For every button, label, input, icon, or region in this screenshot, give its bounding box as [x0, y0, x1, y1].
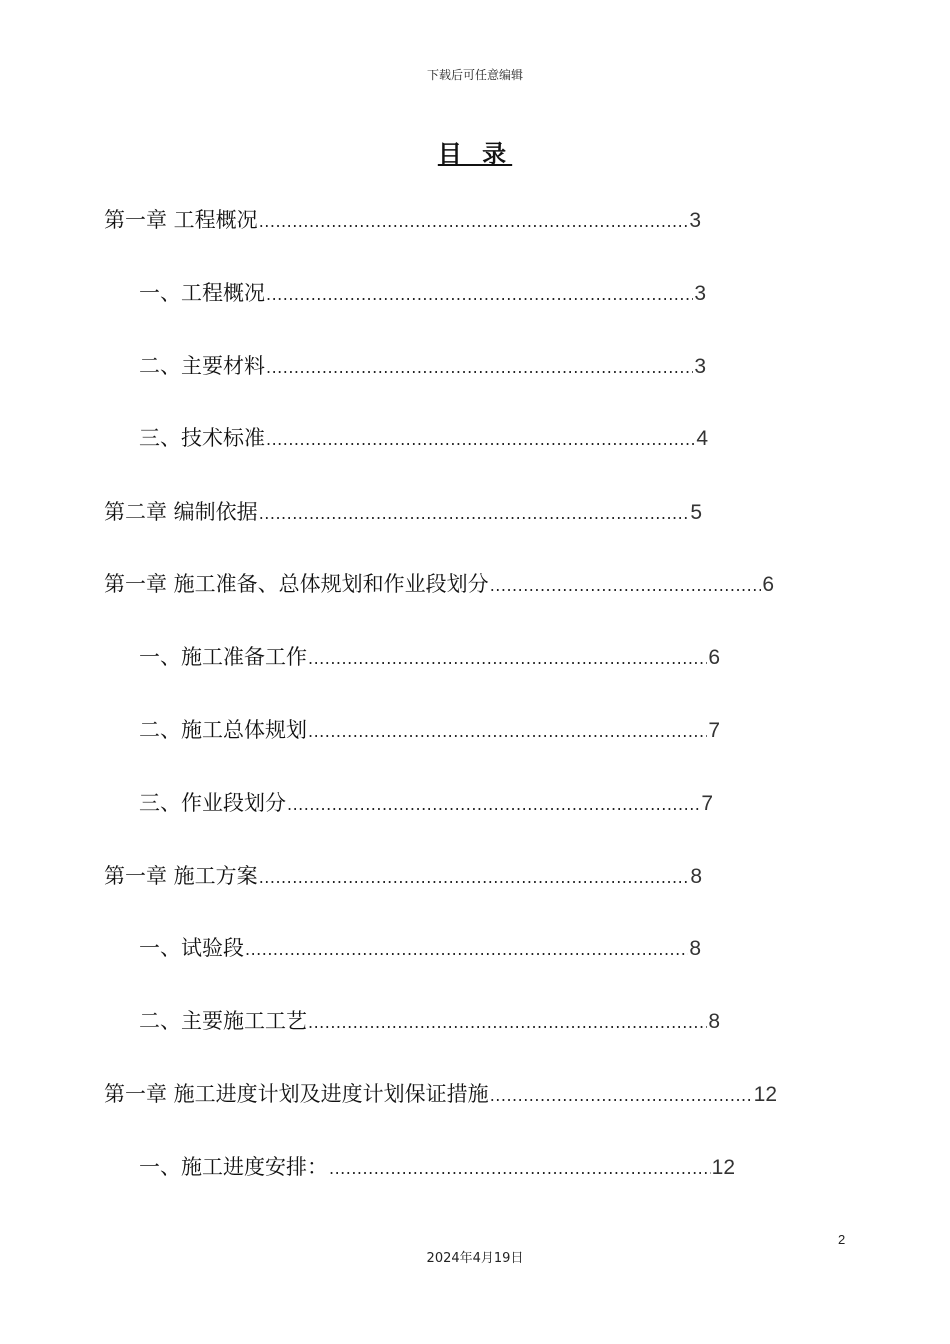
toc-entry-label: 第一章 施工准备、总体规划和作业段划分: [104, 572, 489, 596]
toc-entry-page: 8: [689, 937, 701, 960]
toc-entry-label: 一、工程概况: [139, 281, 265, 305]
toc-leader-dots: [490, 1086, 753, 1105]
toc-entry-label: 三、作业段划分: [139, 791, 286, 815]
page-header: 下载后可任意编辑: [426, 68, 523, 82]
page-footer-date: 2024年4月19日: [426, 1251, 524, 1266]
toc-entry-page: 12: [753, 1083, 777, 1106]
toc-leader-dots: [266, 430, 695, 449]
toc-entry-section[interactable]: [139, 422, 708, 462]
toc-leader-dots: [329, 1159, 711, 1178]
toc-entry-label: 一、试验段: [139, 936, 244, 960]
toc-leader-dots: [490, 576, 762, 595]
toc-entry-page: 8: [690, 865, 702, 888]
toc-entry-label: 二、主要施工工艺: [139, 1009, 307, 1033]
toc-entry-page: 4: [696, 427, 708, 450]
toc-entry-page: 3: [689, 209, 701, 232]
toc-entry-section[interactable]: [139, 1151, 735, 1191]
toc-entry-page: 3: [694, 282, 706, 305]
toc-entry-chapter[interactable]: [104, 860, 702, 900]
toc-entry-page: 8: [708, 1010, 720, 1033]
toc-leader-dots: [308, 722, 707, 741]
toc-entry-label: 三、技术标准: [139, 426, 265, 450]
toc-leader-dots: [266, 285, 693, 304]
toc-entry-chapter[interactable]: [104, 496, 702, 536]
toc-leader-dots: [266, 358, 693, 377]
toc-leader-dots: [308, 1013, 707, 1032]
toc-entry-label: 一、施工准备工作: [139, 645, 307, 669]
toc-entry-page: 3: [694, 355, 706, 378]
toc-leader-dots: [259, 504, 690, 523]
toc-entry-label: 一、施工进度安排：: [139, 1155, 328, 1179]
toc-entry-page: 6: [708, 646, 720, 669]
toc-leader-dots: [259, 868, 690, 887]
toc-entry-label: 二、主要材料: [139, 354, 265, 378]
toc-entry-label: 第一章 施工方案: [104, 864, 258, 888]
toc-entry-label: 第一章 施工进度计划及进度计划保证措施: [104, 1082, 489, 1106]
toc-entry-chapter[interactable]: [104, 204, 701, 244]
toc-leader-dots: [259, 212, 689, 231]
toc-entry-label: 二、施工总体规划: [139, 718, 307, 742]
toc-entry-section[interactable]: [139, 641, 720, 681]
toc-leader-dots: [287, 795, 700, 814]
toc-entry-page: 6: [762, 573, 774, 596]
toc-entry-section[interactable]: [139, 787, 713, 827]
toc-leader-dots: [245, 940, 688, 959]
toc-entry-label: 第二章 编制依据: [104, 500, 258, 524]
page-number: 2: [838, 1232, 846, 1247]
toc-entry-page: 7: [708, 719, 720, 742]
toc-entry-page: 5: [690, 501, 702, 524]
toc-entry-label: 第一章 工程概况: [104, 208, 258, 232]
toc-entry-section[interactable]: [139, 350, 706, 390]
toc-entry-chapter[interactable]: [104, 568, 774, 608]
toc-leader-dots: [308, 649, 707, 668]
toc-entry-page: 12: [711, 1156, 735, 1179]
toc-entry-section[interactable]: [139, 932, 701, 972]
toc-title: 目 录: [437, 140, 513, 168]
toc-entry-section[interactable]: [139, 714, 720, 754]
toc-entry-section[interactable]: [139, 277, 706, 317]
toc-entry-page: 7: [701, 792, 713, 815]
toc-entry-section[interactable]: [139, 1005, 720, 1045]
toc-entry-chapter[interactable]: [104, 1078, 777, 1118]
